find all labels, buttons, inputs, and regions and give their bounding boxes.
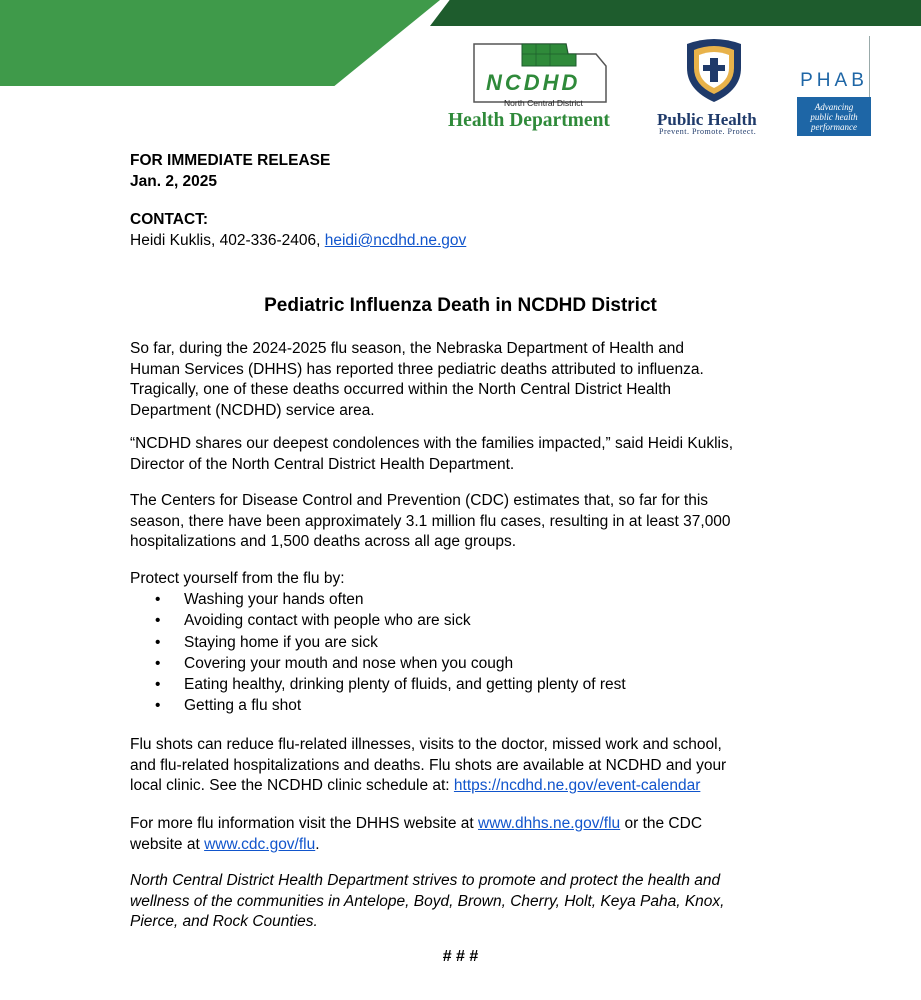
paragraph-line: and flu-related hospitalizations and deaths. Flu shots are available at NCDHD and your — [130, 756, 727, 774]
phab-letters: PHAB — [800, 70, 868, 91]
paragraph-line: Director of the North Central District Health Department. — [130, 455, 515, 473]
paragraph-line: Flu shots can reduce flu-related illnesses, visits to the doctor, missed work and school, — [130, 736, 722, 753]
contact-text: Heidi Kuklis, 402-336-2406, — [130, 232, 325, 249]
paragraph-line — [130, 835, 702, 856]
header-banner-dark — [430, 0, 921, 26]
paragraph-line: wellness of the communities in Antelope, Boyd, Brown, Cherry, Holt, Keya Paha, Knox, — [130, 892, 725, 910]
paragraph-line: “NCDHD shares our deepest condolences with the families impacted,” said Heidi Kuklis, — [130, 435, 734, 452]
paragraph-line: The Centers for Disease Control and Prevention (CDC) estimates that, so far for this — [130, 492, 709, 509]
paragraph-4 — [130, 735, 726, 797]
list-item: • Staying home if you are sick — [155, 632, 626, 653]
phab-tagline-line: performance — [811, 122, 857, 132]
paragraph-text: website at — [130, 835, 205, 853]
release-label: FOR IMMEDIATE RELEASE — [130, 152, 331, 169]
prevention-list — [155, 589, 626, 717]
cdc-flu-link[interactable]: www.cdc.gov/flu — [204, 835, 316, 853]
paragraph-text: . — [315, 835, 320, 853]
paragraph-line: Department (NCDHD) service area. — [130, 401, 375, 419]
paragraph-text: For more flu information visit the DHHS website at — [130, 815, 479, 832]
paragraph-2 — [130, 434, 733, 475]
contact-line — [130, 231, 466, 252]
paragraph-3 — [130, 491, 731, 553]
list-item: • Avoiding contact with people who are sick — [155, 610, 626, 631]
event-calendar-link[interactable]: https://ncdhd.ne.gov/event-calendar — [453, 777, 701, 794]
phab-tagline-line: Advancing — [814, 102, 854, 112]
svg-text:NCDHD: NCDHD — [486, 70, 581, 95]
paragraph-text: local clinic. See the NCDHD clinic schedule at: — [130, 777, 454, 794]
protect-intro: Protect yourself from the flu by: — [130, 570, 345, 587]
paragraph-line — [130, 776, 726, 797]
paragraph-line: Tragically, one of these deaths occurred within the North Central District Health — [130, 381, 672, 398]
release-date: Jan. 2, 2025 — [130, 173, 218, 190]
paragraph-line: hospitalizations and 1,500 deaths across all age groups. — [130, 533, 517, 550]
paragraph-line: So far, during the 2024-2025 flu season, the Nebraska Department of Health and — [130, 340, 685, 357]
svg-text:Health Department: Health Department — [448, 110, 610, 131]
paragraph-5 — [130, 814, 702, 855]
ncdhd-logo — [446, 40, 632, 132]
contact-email-link[interactable]: heidi@ncdhd.ne.gov — [324, 232, 467, 249]
public-health-shield-icon — [683, 38, 745, 104]
end-mark: # # # — [442, 948, 479, 965]
paragraph-line — [130, 814, 702, 835]
paragraph-text: or the CDC — [620, 815, 703, 832]
paragraph-line: North Central District Health Department strives to promote and protect the health and — [130, 872, 721, 889]
public-health-tagline: Prevent. Promote. Protect. — [659, 127, 757, 136]
list-item: • Covering your mouth and nose when you cough — [155, 653, 626, 674]
paragraph-line: Pierce, and Rock Counties. — [130, 913, 318, 930]
phab-tagline-box — [797, 97, 871, 136]
phab-logo — [797, 40, 871, 136]
paragraph-line: season, there have been approximately 3.1 million flu cases, resulting in at least 37,000 — [130, 512, 731, 530]
dhhs-flu-link[interactable]: www.dhhs.ne.gov/flu — [478, 815, 621, 832]
svg-text:North Central District: North Central District — [504, 98, 583, 108]
header-banner-light — [0, 0, 440, 86]
list-item: • Eating healthy, drinking plenty of fluids, and getting plenty of rest — [155, 674, 626, 695]
page-title: Pediatric Influenza Death in NCDHD District — [264, 295, 657, 316]
closing-statement — [130, 871, 724, 933]
paragraph-line: Human Services (DHHS) has reported three pediatric deaths attributed to influenza. — [130, 360, 704, 378]
public-health-name: Public Health — [657, 110, 757, 129]
paragraph-1 — [130, 339, 704, 421]
contact-label: CONTACT: — [130, 211, 209, 228]
list-item: • Getting a flu shot — [155, 695, 626, 716]
list-item: • Washing your hands often — [155, 589, 626, 610]
nebraska-map-icon — [446, 40, 632, 132]
phab-tagline-line: public health — [810, 112, 858, 122]
